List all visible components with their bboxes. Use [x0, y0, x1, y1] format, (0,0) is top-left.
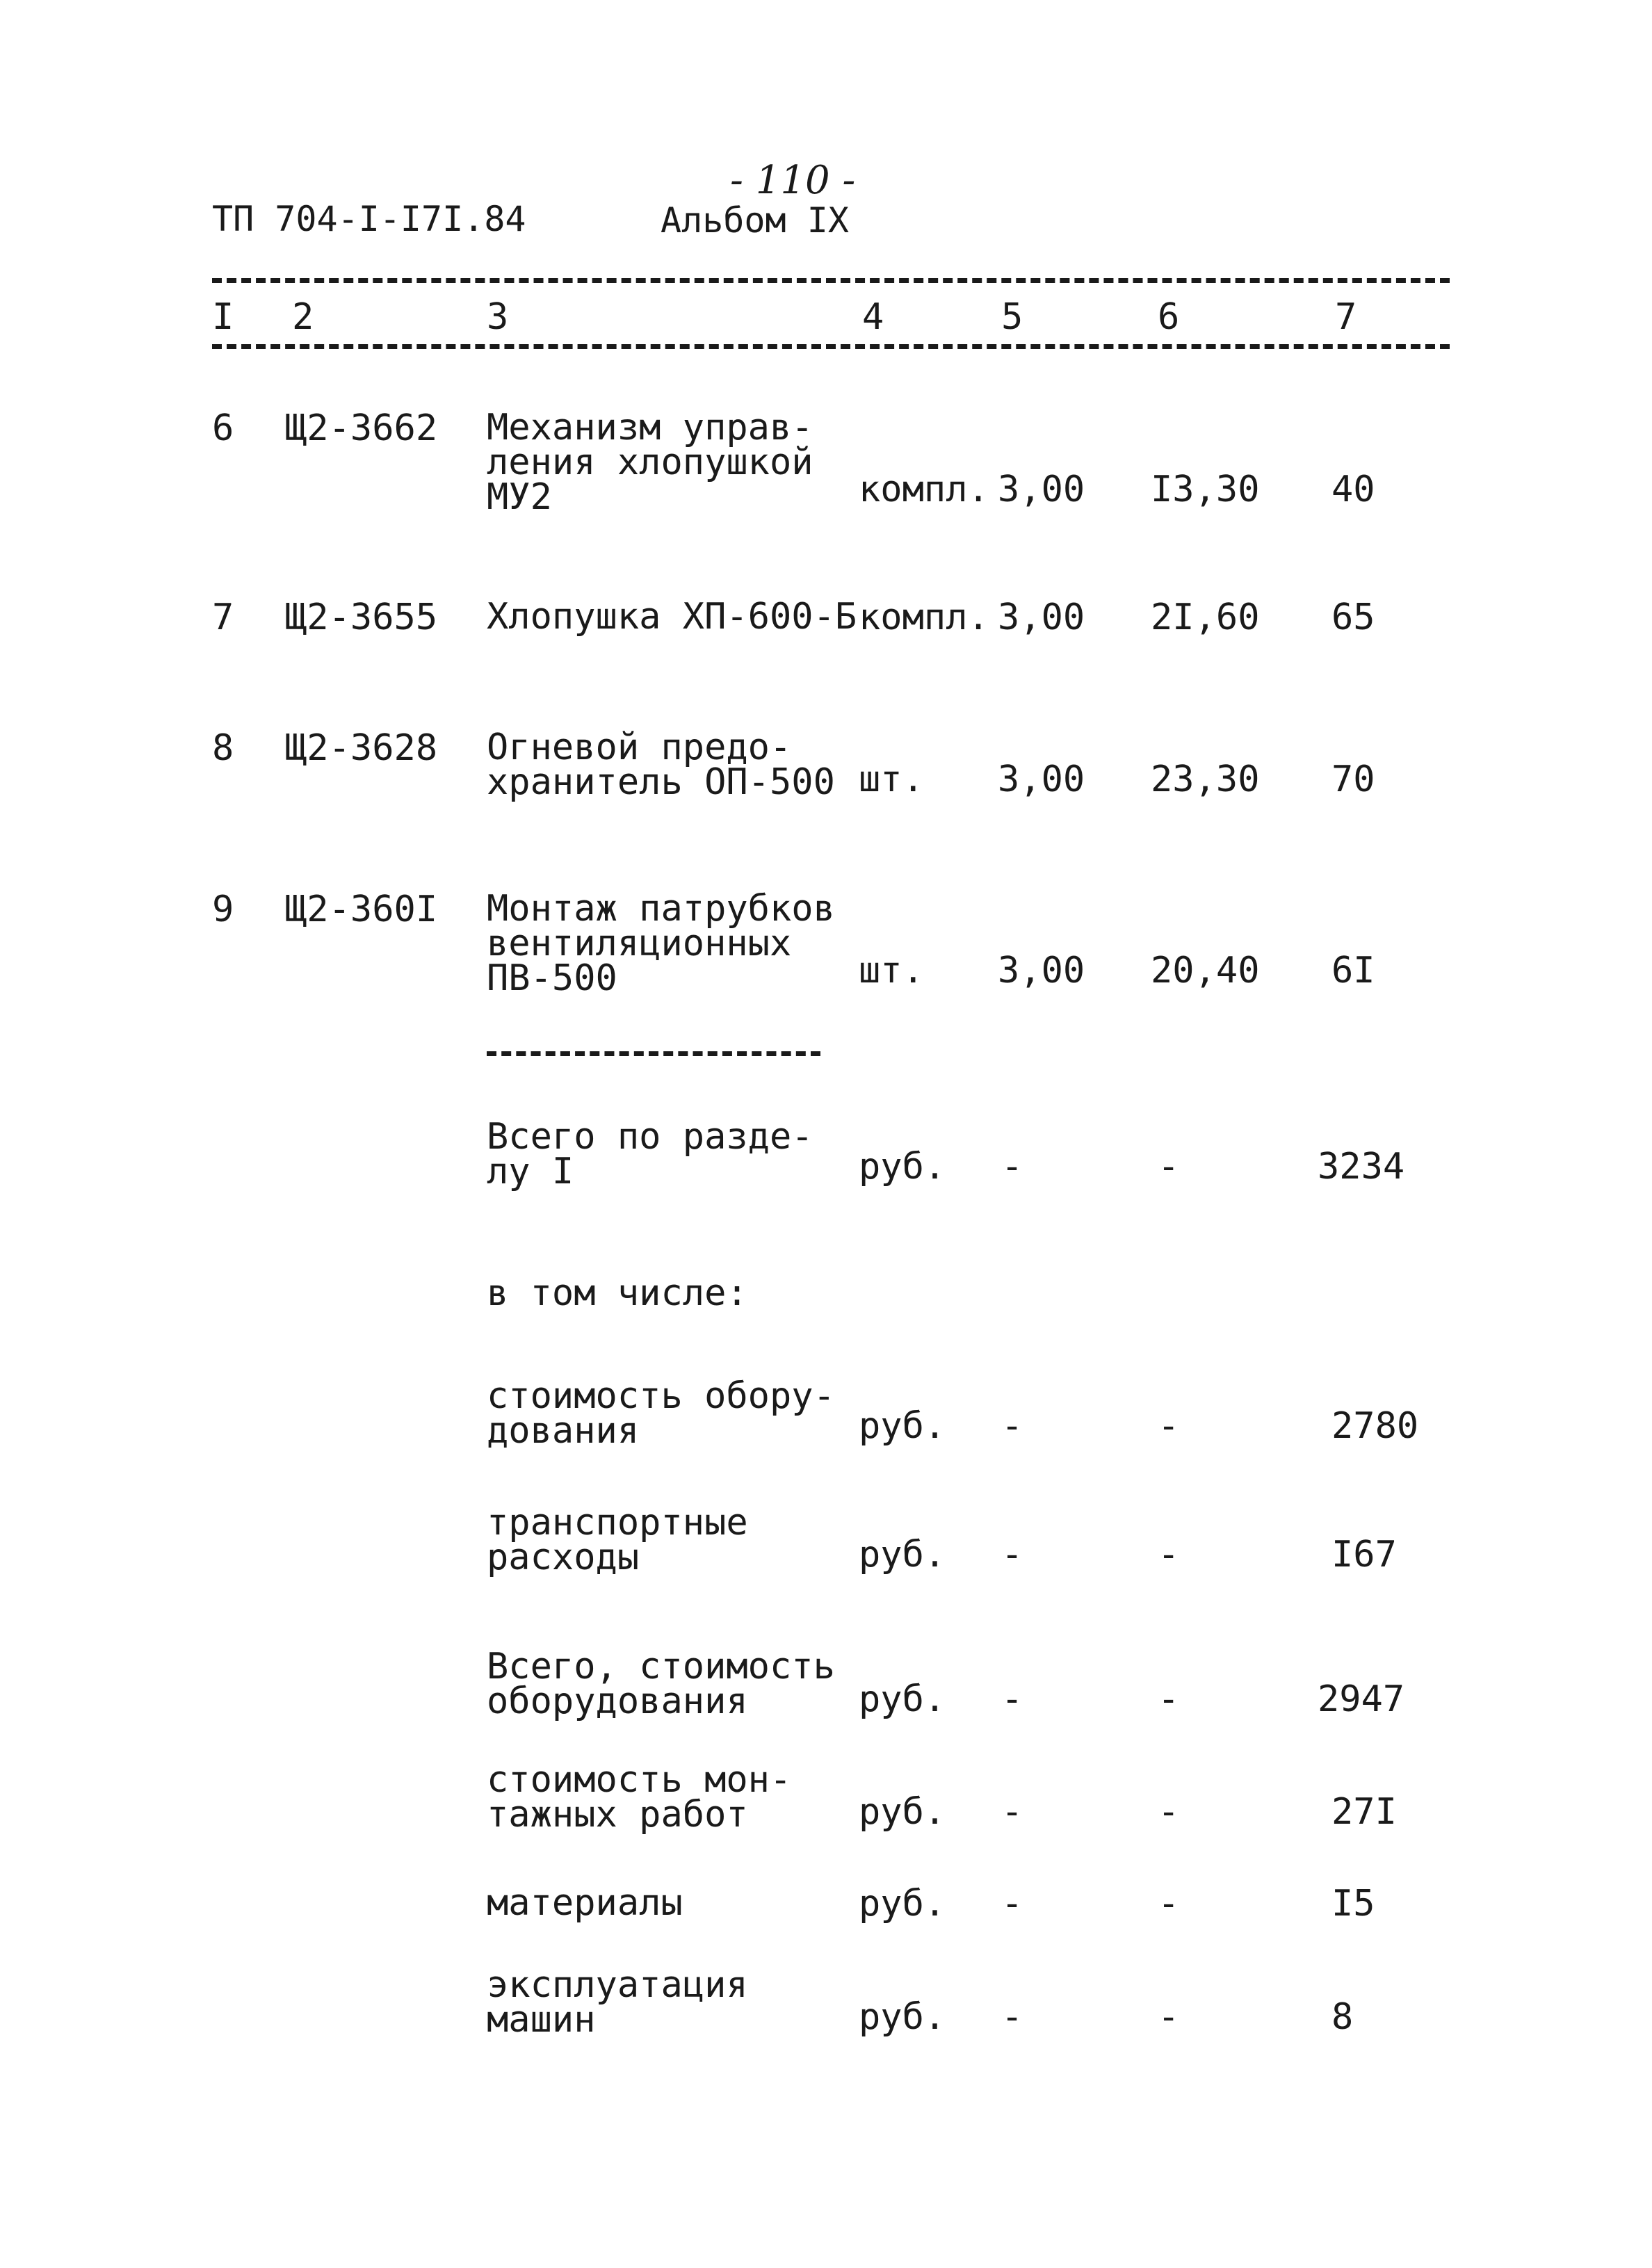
summary-label: в том числе: — [487, 1272, 748, 1314]
summary-unit: руб. — [859, 1146, 946, 1188]
summary-total: 8 — [1331, 1996, 1354, 2038]
item-price: 23,30 — [1151, 759, 1260, 800]
item-code: Щ2-3628 — [285, 727, 438, 769]
summary-col6: - — [1158, 1996, 1180, 2038]
item-code: Щ2-3655 — [285, 597, 438, 638]
item-code: Щ2-360I — [285, 889, 438, 930]
row-number: 8 — [212, 727, 234, 769]
summary-total: I67 — [1331, 1534, 1397, 1576]
summary-col6: - — [1158, 1791, 1180, 1833]
summary-label: эксплуатация машин — [487, 1964, 748, 2041]
summary-col6: - — [1158, 1534, 1180, 1576]
item-total: 40 — [1331, 469, 1375, 510]
column-header-1: I — [212, 296, 234, 338]
summary-col5: - — [1001, 1883, 1023, 1925]
item-unit: компл. — [859, 469, 989, 510]
summary-unit: руб. — [859, 1791, 946, 1833]
item-name: Хлопушка ХП-600-Б — [487, 596, 857, 638]
item-quantity: 3,00 — [998, 597, 1085, 638]
summary-label: стоимость мон- тажных работ — [487, 1759, 792, 1836]
item-quantity: 3,00 — [998, 950, 1085, 991]
summary-total: 27I — [1331, 1791, 1397, 1833]
row-number: 6 — [212, 407, 234, 449]
page-number: - 110 - — [730, 158, 856, 203]
summary-col6: - — [1158, 1678, 1180, 1720]
summary-total: I5 — [1331, 1883, 1375, 1925]
summary-col6: - — [1158, 1405, 1180, 1447]
summary-unit: руб. — [859, 1996, 946, 2038]
summary-unit: руб. — [859, 1678, 946, 1720]
summary-col5: - — [1001, 1791, 1023, 1833]
summary-unit: руб. — [859, 1883, 946, 1925]
item-name: Огневой предо- хранитель ОП-500 — [487, 727, 835, 803]
summary-unit: руб. — [859, 1405, 946, 1447]
row-number: 7 — [212, 597, 234, 638]
summary-total: 2780 — [1331, 1405, 1419, 1447]
column-header-7: 7 — [1335, 296, 1357, 338]
item-price: I3,30 — [1151, 469, 1260, 510]
summary-total: 2947 — [1318, 1678, 1405, 1720]
row-number: 9 — [212, 889, 234, 930]
item-unit: компл. — [859, 597, 989, 638]
summary-label: материалы — [487, 1882, 683, 1924]
summary-col5: - — [1001, 1146, 1023, 1188]
album-title: Альбом IX — [661, 200, 849, 241]
summary-col6: - — [1158, 1146, 1180, 1188]
column-header-3: 3 — [487, 296, 509, 338]
item-total: 70 — [1331, 759, 1375, 800]
item-name: Механизм управ- ления хлопушкой МУ2 — [487, 407, 813, 518]
summary-label: транспортные расходы — [487, 1502, 748, 1578]
column-header-2: 2 — [292, 296, 314, 338]
summary-col5: - — [1001, 1996, 1023, 2038]
summary-total: 3234 — [1318, 1146, 1405, 1188]
summary-label: Всего, стоимость оборудования — [487, 1646, 835, 1722]
item-price: 20,40 — [1151, 950, 1260, 991]
item-quantity: 3,00 — [998, 469, 1085, 510]
item-name: Монтаж патрубков вентиляционных ПВ-500 — [487, 888, 835, 999]
item-unit: шт. — [859, 759, 924, 800]
column-header-6: 6 — [1158, 296, 1180, 338]
summary-label: Всего по разде- лу I — [487, 1116, 813, 1192]
column-header-5: 5 — [1001, 296, 1023, 338]
summary-col5: - — [1001, 1534, 1023, 1576]
subtotal-rule — [487, 1051, 820, 1056]
document-code: ТП 704-I-I7I.84 — [212, 199, 526, 239]
item-unit: шт. — [859, 950, 924, 991]
column-header-4: 4 — [862, 296, 884, 338]
summary-col5: - — [1001, 1678, 1023, 1720]
summary-unit: руб. — [859, 1534, 946, 1576]
summary-label: стоимость обору- дования — [487, 1375, 835, 1452]
item-total: 65 — [1331, 597, 1375, 638]
header-top-rule — [212, 278, 1450, 283]
item-quantity: 3,00 — [998, 759, 1085, 800]
summary-col6: - — [1158, 1883, 1180, 1925]
header-bottom-rule — [212, 344, 1450, 349]
item-price: 2I,60 — [1151, 597, 1260, 638]
item-total: 6I — [1331, 950, 1375, 991]
item-code: Щ2-3662 — [285, 407, 438, 449]
summary-col5: - — [1001, 1405, 1023, 1447]
